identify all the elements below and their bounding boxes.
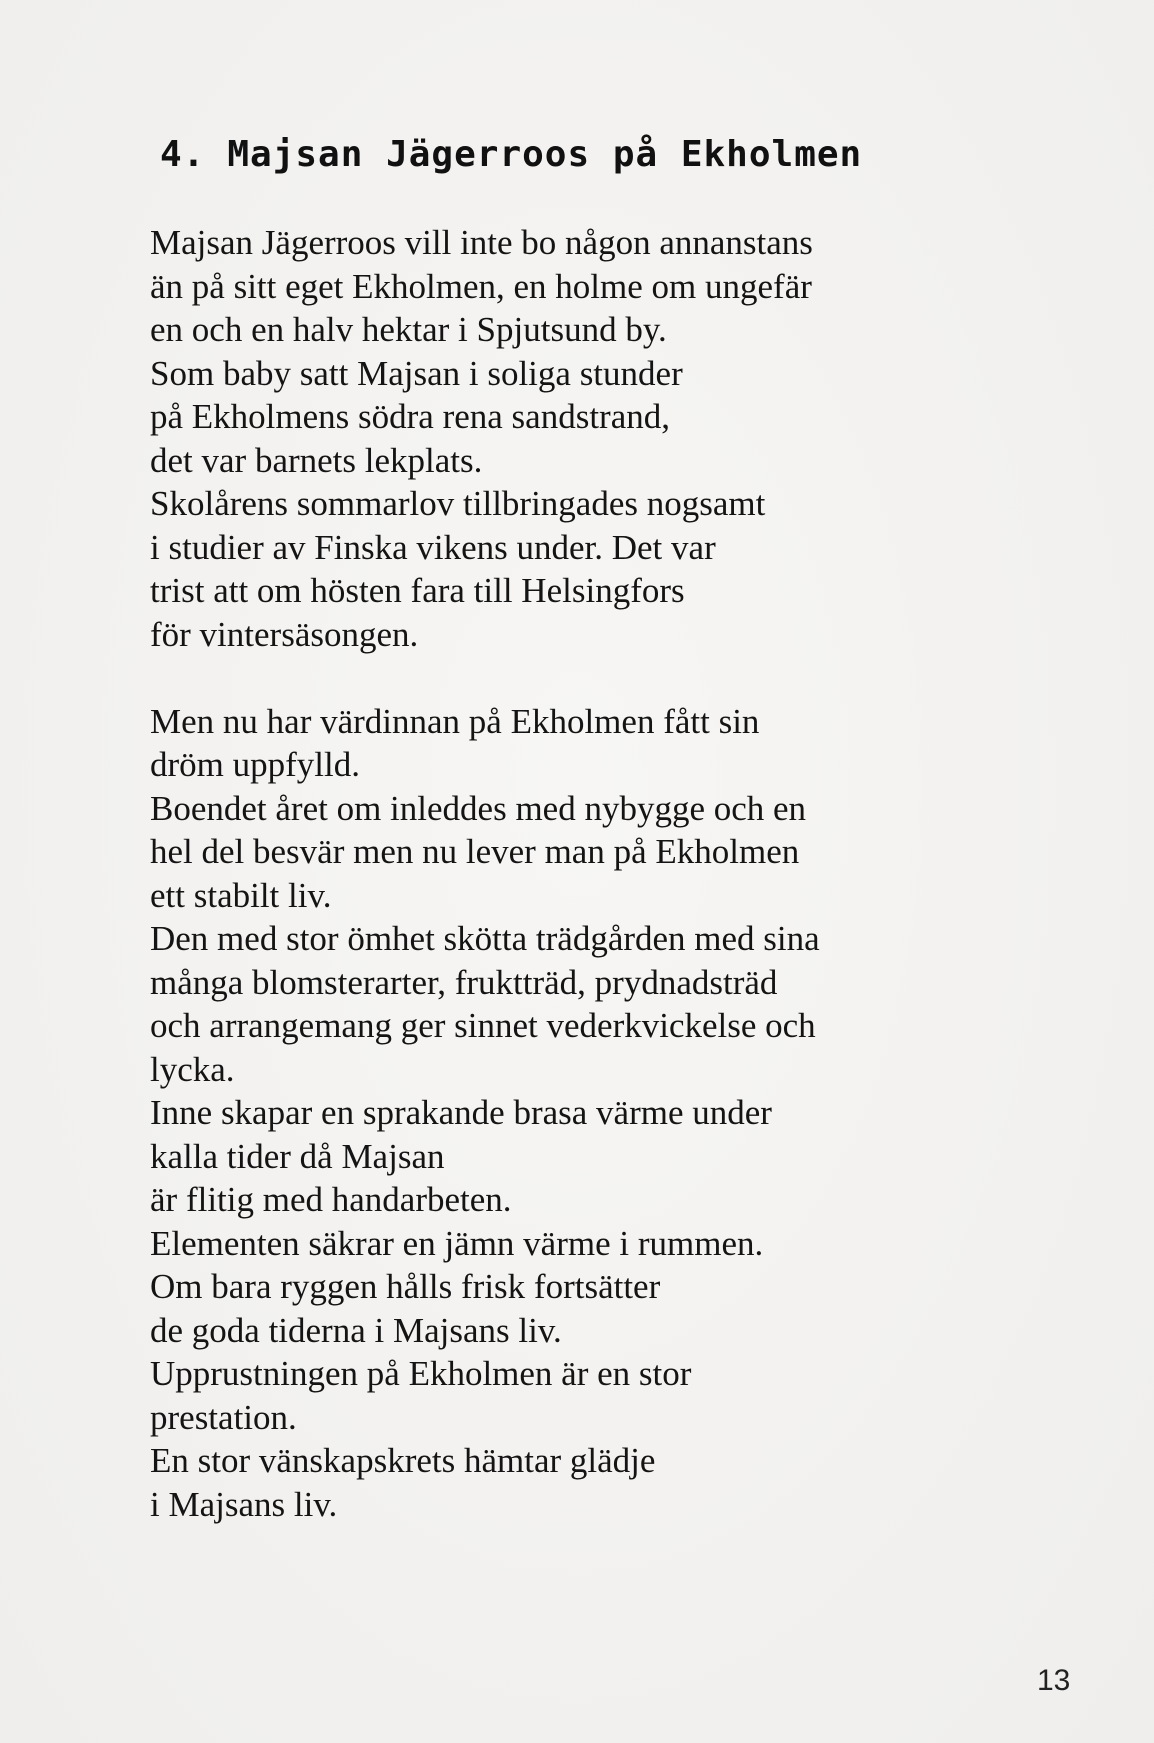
- text-line: prestation.: [150, 1398, 297, 1437]
- chapter-number: 4.: [160, 134, 206, 175]
- text-line: kalla tider då Majsan: [150, 1137, 445, 1176]
- text-line: lycka.: [150, 1050, 235, 1089]
- text-line: Skolårens sommarlov tillbringades nogsamt: [150, 484, 766, 523]
- text-line: i Majsans liv.: [150, 1485, 338, 1524]
- text-line: på Ekholmens södra rena sandstrand,: [150, 397, 670, 436]
- text-line: Men nu har värdinnan på Ekholmen fått sin: [150, 702, 760, 741]
- text-line: en och en halv hektar i Spjutsund by.: [150, 310, 667, 349]
- text-line: Majsan Jägerroos vill inte bo någon annanstans: [150, 223, 813, 262]
- text-line: En stor vänskapskrets hämtar glädje: [150, 1441, 656, 1480]
- text-line: Som baby satt Majsan i soliga stunder: [150, 354, 683, 393]
- page-number: 13: [1037, 1664, 1071, 1697]
- text-line: för vintersäsongen.: [150, 615, 419, 654]
- chapter-heading: [160, 134, 862, 175]
- text-line: hel del besvär men nu lever man på Ekholmen: [150, 832, 800, 871]
- text-line: dröm uppfylld.: [150, 745, 360, 784]
- text-line: många blomsterarter, fruktträd, prydnadsträd: [150, 963, 778, 1002]
- text-line: Elementen säkrar en jämn värme i rummen.: [150, 1224, 764, 1263]
- text-line: Den med stor ömhet skötta trädgården med sina: [150, 919, 820, 958]
- text-line: ett stabilt liv.: [150, 876, 332, 915]
- text-line: Boendet året om inleddes med nybygge och en: [150, 789, 807, 828]
- text-line: Om bara ryggen hålls frisk fortsätter: [150, 1267, 661, 1306]
- text-line: trist att om hösten fara till Helsingfors: [150, 571, 685, 610]
- text-line: Inne skapar en sprakande brasa värme under: [150, 1093, 772, 1132]
- chapter-title: Majsan Jägerroos på Ekholmen: [227, 134, 863, 175]
- text-line: det var barnets lekplats.: [150, 441, 483, 480]
- text-line: och arrangemang ger sinnet vederkvickelse och: [150, 1006, 816, 1045]
- text-line: i studier av Finska vikens under. Det var: [150, 528, 716, 567]
- text-line: är flitig med handarbeten.: [150, 1180, 512, 1219]
- text-line: Upprustningen på Ekholmen är en stor: [150, 1354, 692, 1393]
- text-line: de goda tiderna i Majsans liv.: [150, 1311, 562, 1350]
- text-line: än på sitt eget Ekholmen, en holme om ungefär: [150, 267, 812, 306]
